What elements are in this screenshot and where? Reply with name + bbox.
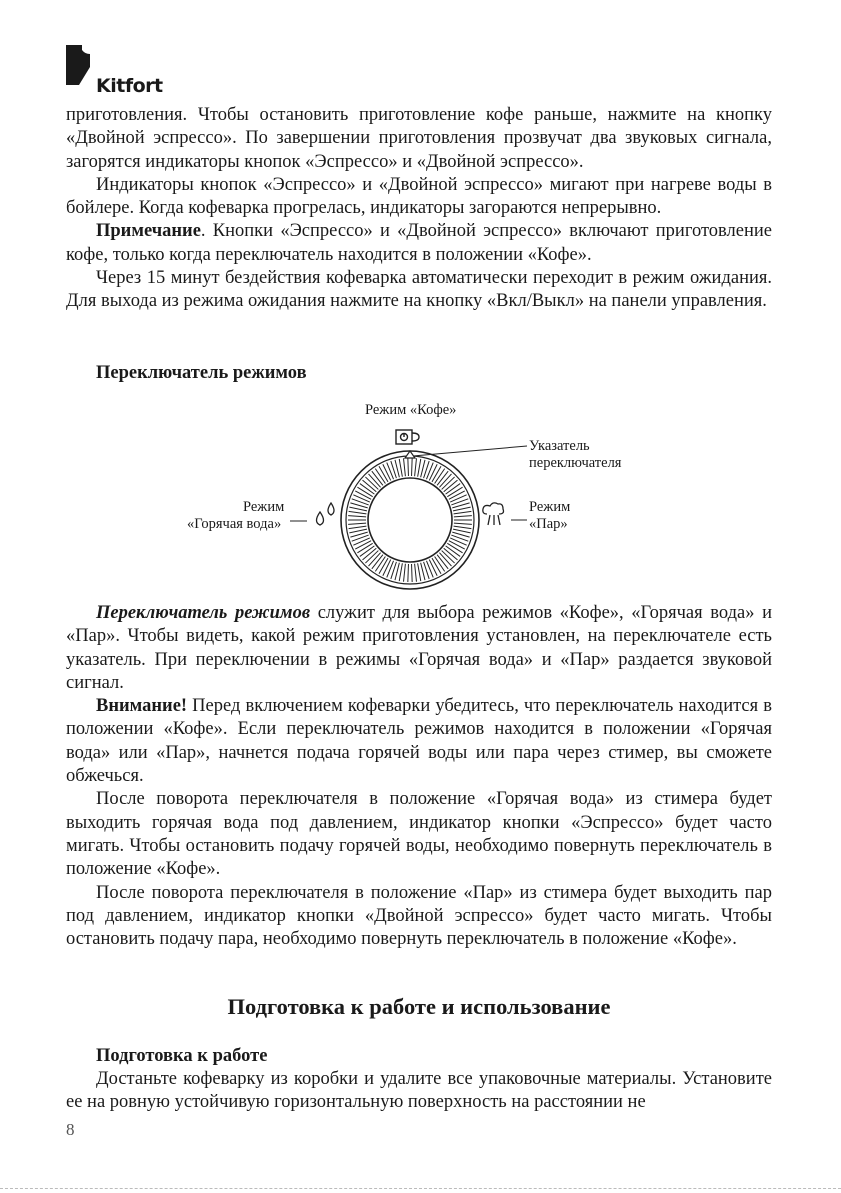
paragraph-text: Перед включением кофеварки убедитесь, что переключатель находится в положении «Кофе». Если переключатель режимов находится в положении «Горячая вода» или «Пар», начнется подача горячей воды или пара через стимер, вы сможете обжечься. [66, 696, 772, 787]
coffee-cup-icon [396, 430, 419, 444]
knurl-tick [348, 516, 366, 517]
paragraph-text: . Кнопки «Эспрессо» и «Двойной эспрессо» включают приготовление кофе, только когда переключатель находится в положении «Кофе». [66, 221, 772, 265]
section-heading: Подготовка к работе и использование [227, 994, 611, 1019]
prep-section [66, 1045, 772, 1115]
knurl-tick [404, 458, 406, 476]
label-hot-water-line2: «Горячая вода» [187, 516, 282, 532]
label-pointer-line1: Указатель [529, 438, 590, 454]
knurl-tick [429, 560, 437, 576]
knurl-tick [383, 464, 391, 480]
knurl-tick [453, 529, 471, 533]
knurl-tick [412, 458, 413, 476]
brand-name: Kitfort [96, 75, 163, 97]
knurl-tick [408, 458, 409, 476]
paragraph-emphasis: Примечание [96, 221, 201, 242]
knurl-tick [432, 558, 441, 574]
knurl-tick [449, 541, 465, 549]
paragraph [66, 220, 772, 267]
paragraph-emphasis: Переключатель режимов [96, 603, 311, 623]
prep-paragraph: Достаньте кофеварку из коробки и удалите все упаковочные материалы. Установите ее на ровную устойчивую горизонтальную поверхность на расстоянии не [66, 1069, 772, 1113]
body-text [66, 602, 772, 951]
knurl-tick [429, 464, 437, 480]
knurl-tick [404, 564, 406, 582]
knurl-tick [379, 466, 388, 482]
intro-paragraphs [66, 104, 772, 314]
paragraph [66, 602, 772, 695]
knurl-tick [450, 538, 466, 545]
knurl-tick [349, 507, 367, 511]
label-steam-line1: Режим [529, 499, 571, 515]
knurl-tick [349, 529, 367, 533]
body-paragraphs [66, 602, 772, 951]
label-hot-water-line1: Режим [243, 499, 285, 515]
knurl-tick [357, 487, 372, 497]
paragraph-text: Индикаторы кнопок «Эспрессо» и «Двойной эспрессо» мигают при нагреве воды в бойлере. Когда кофеварка прогрелась, индикаторы загораются непрерывно. [66, 174, 772, 219]
prep-heading: Подготовка к работе [96, 1046, 268, 1066]
knurl-tick [418, 563, 421, 581]
intro-text [66, 104, 772, 385]
knurl-tick [355, 541, 371, 549]
kitfort-logo [66, 45, 176, 95]
knurl-tick [357, 543, 372, 553]
knurl-tick [349, 511, 367, 514]
knurl-tick [348, 523, 366, 524]
knurl-tick [399, 563, 402, 581]
kitfort-logo-mark-icon [66, 45, 96, 85]
paragraph [66, 695, 772, 788]
water-drops-icon [317, 503, 335, 525]
paragraph-text: приготовления. Чтобы остановить приготовление кофе раньше, нажмите на кнопку «Двойной эспрессо». По завершении приготовления прозвучат два звуковых сигнала, загорятся индикаторы кнопок «Эспрессо» и «Двойной эспрессо». [66, 105, 772, 172]
page-bottom-rule [0, 1188, 841, 1189]
knurl-tick [408, 564, 409, 582]
knurl-tick [432, 466, 441, 482]
knurl-tick [450, 495, 466, 502]
paragraph-emphasis: Внимание! [96, 696, 188, 717]
knurl-tick [412, 564, 413, 582]
knurl-tick [454, 526, 472, 529]
paragraph-text: После поворота переключателя в положение «Пар» из стимера будет выходить пар под давлением, индикатор кнопки «Двойной эспрессо» будет часто мигать. Чтобы остановить подачу пара, необходимо повернуть переключатель в положение «Кофе». [66, 882, 772, 950]
knurl-tick [383, 560, 391, 576]
paragraph [66, 267, 772, 314]
page-number: 8 [66, 1120, 75, 1139]
paragraph [66, 174, 772, 221]
knurl-tick [379, 558, 388, 574]
knurl-tick [355, 491, 371, 499]
knurl-tick [415, 458, 417, 476]
paragraph-text: После поворота переключателя в положение «Горячая вода» из стимера будет выходить горячая вода под давлением, индикатор кнопки «Эспрессо» будет часто мигать. Чтобы остановить подачу горячей воды, необходимо повернуть переключатель в положение «Кофе». [66, 789, 772, 880]
knurl-tick [454, 511, 472, 514]
paragraph [66, 882, 772, 952]
mode-switch-diagram [170, 396, 650, 596]
mode-switch-heading: Переключатель режимов [96, 362, 307, 383]
knurl-tick [418, 459, 421, 477]
knurl-tick [399, 459, 402, 477]
mode-switch-dial-graphic [170, 396, 650, 596]
knurl-tick [353, 538, 369, 545]
switch-pointer-icon [405, 451, 415, 458]
label-coffee-mode: Режим «Кофе» [365, 402, 457, 418]
knurl-tick [447, 487, 462, 497]
knurl-tick [349, 526, 367, 529]
knurl-tick [454, 523, 472, 524]
paragraph-text: служит для выбора режимов «Кофе», «Горячая вода» и «Пар». Чтобы видеть, какой режим приготовления установлен, на переключателе есть указатель. При переключении в режимы «Горячая вода» и «Пар» раздается звуковой сигнал. [66, 603, 772, 693]
knurl-tick [449, 491, 465, 499]
knurl-tick [415, 564, 417, 582]
paragraph-text: Через 15 минут бездействия кофеварка автоматически переходит в режим ожидания. Для выхода из режима ожидания нажмите на кнопку «Вкл/Выкл» на панели управления. [66, 268, 772, 312]
steam-icon [483, 503, 504, 525]
knurl-tick [454, 516, 472, 517]
knurl-tick [447, 543, 462, 553]
label-steam-line2: «Пар» [529, 516, 568, 532]
label-pointer-line2: переключателя [529, 455, 622, 471]
paragraph [66, 104, 772, 174]
paragraph [66, 788, 772, 881]
knurl-tick [453, 507, 471, 511]
knurl-tick [353, 495, 369, 502]
